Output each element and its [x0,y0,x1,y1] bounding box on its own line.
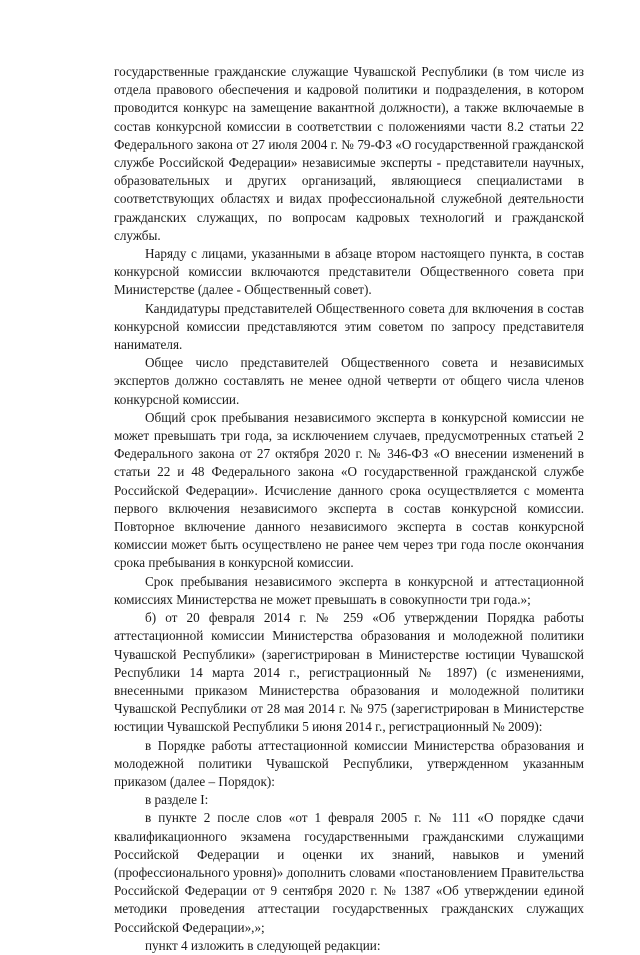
paragraph-6: Срок пребывания независимого эксперта в конкурсной и аттестационной комиссиях Министерства не может превышать в совокупности три года.»; [114,573,584,607]
document-body [114,63,584,955]
paragraph-7: б) от 20 февраля 2014 г. № 259 «Об утверждении Порядка работы аттестационной комиссии Министерства образования и молодежной политики Чувашской Республики» (зарегистрирован в Министерстве юстиции Чувашской Республики 14 марта 2014 г., регистрационный № 1897) (с изменениями, внесенными приказом Министерства образования и молодежной политики Чувашской Республики от 28 мая 2014 г. № 975 (зарегистрирован в Министерстве юстиции Чувашской Республики 5 июня 2014 г., регистрационный № 2009): [114,610,584,735]
paragraph-10: в пункте 2 после слов «от 1 февраля 2005 г. № 111 «О порядке сдачи квалификационного экзамена государственными гражданскими служащими Российской Федерации и оценки их знаний, навыков и умений (профессионального уровня)» дополнить словами «постановлением Правительства Российской Федерации от 9 сентября 2020 г. № 1387 «Об утверждении единой методики проведения аттестации государственных гражданских служащих Российской Федерации»,»; [114,810,584,935]
paragraph-4: Общее число представителей Общественного совета и независимых экспертов должно составлять не менее одной четверти от общего числа членов конкурсной комиссии. [114,355,584,407]
paragraph-9: в разделе I: [145,792,209,808]
paragraph-1: государственные гражданские служащие Чувашской Республики (в том числе из отдела правового обеспечения и кадровой политики и подразделения, в котором проводится конкурс на замещение вакантной должности), а также включаемые в состав конкурсной комиссии в соответствии с положениями части 8.2 статьи 22 Федерального закона от 27 июля 2004 г. № 79-ФЗ «О государственной гражданской службе Российской Федерации» независимые эксперты - представители научных, образовательных и других организаций, являющиеся специалистами в соответствующих областях и видах профессиональной служебной деятельности гражданских служащих, по вопросам кадровых технологий и гражданской службы. [114,64,584,243]
paragraph-8: в Порядке работы аттестационной комиссии Министерства образования и молодежной политики Чувашской Республики, утвержденном указанным приказом (далее – Порядок): [114,737,584,789]
paragraph-2: Наряду с лицами, указанными в абзаце втором настоящего пункта, в состав конкурсной комиссии включаются представители Общественного совета при Министерстве (далее - Общественный совет). [114,246,584,298]
paragraph-5: Общий срок пребывания независимого эксперта в конкурсной комиссии не может превышать три года, за исключением случаев, предусмотренных статьей 2 Федерального закона от 27 октября 2020 г. № 346-ФЗ «О внесении изменений в статьи 22 и 48 Федерального закона «О государственной гражданской службе Российской Федерации». Исчисление данного срока осуществляется с момента первого включения независимого эксперта в состав конкурсной комиссии. Повторное включение данного независимого эксперта в состав конкурсной комиссии может быть осуществлено не ранее чем через три года после окончания срока пребывания в конкурсной комиссии. [114,409,584,571]
paragraph-3: Кандидатуры представителей Общественного совета для включения в состав конкурсной комиссии представляются этим советом по запросу представителя нанимателя. [114,300,584,353]
paragraph-11: пункт 4 изложить в следующей редакции: [145,937,381,953]
